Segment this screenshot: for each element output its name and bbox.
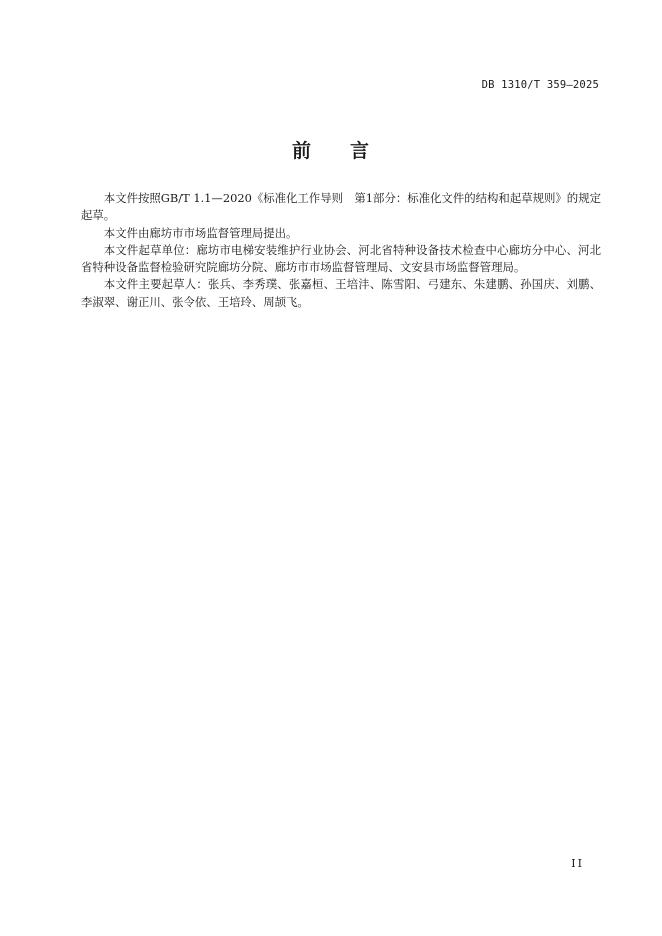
page-number: II <box>571 857 584 870</box>
foreword-body <box>81 190 601 311</box>
paragraph-drafting-rules: 本文件按照GB/T 1.1—2020《标准化工作导则 第1部分：标准化文件的结构和起草规则》的规定起草。 <box>81 191 601 223</box>
title-char-2: 言 <box>350 140 371 162</box>
paragraph-proposer: 本文件由廊坊市市场监督管理局提出。 <box>103 225 298 240</box>
paragraph-drafters: 本文件主要起草人：张兵、李秀璞、张嘉桓、王培沣、陈雪阳、弓建东、朱建鹏、孙国庆、刘鹏、李淑翠、谢正川、张令依、王培玲、周颉飞。 <box>81 277 601 309</box>
paragraph-drafting-units: 本文件起草单位：廊坊市电梯安装维护行业协会、河北省特种设备技术检查中心廊坊分中心、河北省特种设备监督检验研究院廊坊分院、廊坊市市场监督管理局、文安县市场监督管理局。 <box>81 242 601 275</box>
document-code: DB 1310/T 359—2025 <box>481 79 599 91</box>
title-char-1: 前 <box>291 140 312 162</box>
page-title <box>0 136 662 163</box>
